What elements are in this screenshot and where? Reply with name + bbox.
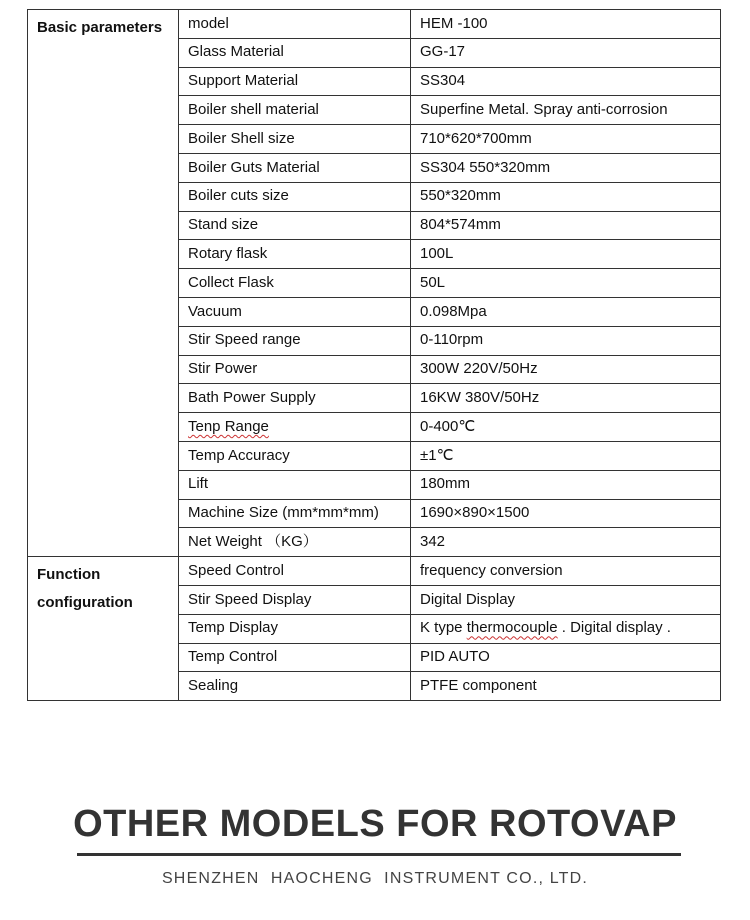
param-value-cell <box>411 355 721 384</box>
company-name: SHENZHEN HAOCHENG INSTRUMENT CO., LTD. <box>161 870 589 887</box>
param-name-cell <box>179 240 411 269</box>
param-value: 342 <box>420 532 446 550</box>
param-value: HEM -100 <box>420 14 488 32</box>
param-value-cell <box>411 384 721 413</box>
param-name: Boiler Guts Material <box>188 158 320 176</box>
param-name-cell <box>179 182 411 211</box>
param-value: Digital Display <box>420 590 516 608</box>
param-name: Rotary flask <box>188 245 268 263</box>
param-name-cell <box>179 557 411 586</box>
param-name: Temp Accuracy <box>188 446 290 464</box>
param-name: Stir Speed Display <box>188 590 312 608</box>
param-value: 0-110rpm <box>420 331 484 349</box>
param-name-cell <box>179 38 411 67</box>
param-name: Vacuum <box>188 302 242 320</box>
param-name: Boiler Shell size <box>188 129 295 147</box>
table-row <box>28 10 721 39</box>
param-value: ±1℃ <box>420 446 454 464</box>
param-name-cell <box>179 326 411 355</box>
param-value-cell <box>411 614 721 643</box>
group-label: Function configuration <box>28 557 179 701</box>
param-value-cell <box>411 413 721 442</box>
spec-table <box>27 9 721 701</box>
param-value-cell <box>411 96 721 125</box>
param-value-cell <box>411 240 721 269</box>
param-name: Net Weight （KG） <box>188 532 318 550</box>
param-name: Boiler cuts size <box>188 187 289 205</box>
param-name: Stir Power <box>188 360 258 378</box>
param-name: Tenp Range <box>188 417 269 435</box>
param-value-cell <box>411 10 721 39</box>
param-name-cell <box>179 153 411 182</box>
param-value: 180mm <box>420 475 471 493</box>
param-name-cell <box>179 413 411 442</box>
param-name-cell <box>179 10 411 39</box>
param-name: Support Material <box>188 72 299 90</box>
param-value-cell <box>411 269 721 298</box>
param-name-cell <box>179 125 411 154</box>
param-name-cell <box>179 470 411 499</box>
param-value-cell <box>411 499 721 528</box>
param-value-cell <box>411 643 721 672</box>
param-value-cell <box>411 67 721 96</box>
param-value-cell <box>411 470 721 499</box>
param-value: 0-400℃ <box>420 417 476 435</box>
param-value-cell <box>411 585 721 614</box>
param-value: SS304 <box>420 72 466 90</box>
param-name: Temp Control <box>188 648 278 666</box>
param-value: K type thermocouple . Digital display . <box>420 619 671 637</box>
param-name-cell <box>179 269 411 298</box>
param-name-cell <box>179 614 411 643</box>
param-name-cell <box>179 528 411 557</box>
param-value: Superfine Metal. Spray anti-corrosion <box>420 101 668 119</box>
param-name: Temp Display <box>188 619 279 637</box>
param-value-cell <box>411 441 721 470</box>
param-name-cell <box>179 441 411 470</box>
param-name: Machine Size (mm*mm*mm) <box>188 504 379 522</box>
param-name: Sealing <box>188 676 239 694</box>
param-name: Collect Flask <box>188 273 274 291</box>
param-name: Bath Power Supply <box>188 389 316 406</box>
param-value: 300W 220V/50Hz <box>420 360 538 378</box>
param-value-cell <box>411 297 721 326</box>
param-value: 50L <box>420 273 446 291</box>
param-value: 710*620*700mm <box>420 129 532 147</box>
param-value: 804*574mm <box>420 216 501 234</box>
param-name: Stand size <box>188 216 259 234</box>
param-value-cell <box>411 211 721 240</box>
param-name-cell <box>179 643 411 672</box>
param-name: Speed Control <box>188 561 284 579</box>
param-value: PID AUTO <box>420 648 490 666</box>
section-title: OTHER MODELS FOR ROTOVAP <box>73 803 677 845</box>
title-underline <box>77 853 681 856</box>
param-value-cell <box>411 528 721 557</box>
param-value-cell <box>411 672 721 701</box>
param-value-cell <box>411 125 721 154</box>
param-name: Stir Speed range <box>188 331 301 349</box>
param-value-cell <box>411 38 721 67</box>
param-name-cell <box>179 67 411 96</box>
param-value: 16KW 380V/50Hz <box>420 389 540 406</box>
param-value: GG-17 <box>420 43 466 61</box>
param-value-cell <box>411 326 721 355</box>
param-value: 1690×890×1500 <box>420 504 530 522</box>
param-name-cell <box>179 355 411 384</box>
param-value-cell <box>411 557 721 586</box>
param-name: Glass Material <box>188 43 284 61</box>
param-value: frequency conversion <box>420 561 563 579</box>
param-value: 0.098Mpa <box>420 302 487 320</box>
param-name-cell <box>179 96 411 125</box>
param-name-cell <box>179 211 411 240</box>
table-row <box>28 557 721 586</box>
param-name-cell <box>179 297 411 326</box>
group-label: Basic parameters <box>28 10 179 557</box>
param-name: Lift <box>188 475 209 493</box>
param-value: 100L <box>420 245 454 263</box>
param-name-cell <box>179 672 411 701</box>
param-value-cell <box>411 153 721 182</box>
param-value: SS304 550*320mm <box>420 158 551 176</box>
param-value: PTFE component <box>420 676 537 694</box>
param-name-cell <box>179 384 411 413</box>
param-value-cell <box>411 182 721 211</box>
param-value: 550*320mm <box>420 187 501 205</box>
param-name: model <box>188 14 229 32</box>
param-name-cell <box>179 499 411 528</box>
param-name: Boiler shell material <box>188 101 319 119</box>
param-name-cell <box>179 585 411 614</box>
